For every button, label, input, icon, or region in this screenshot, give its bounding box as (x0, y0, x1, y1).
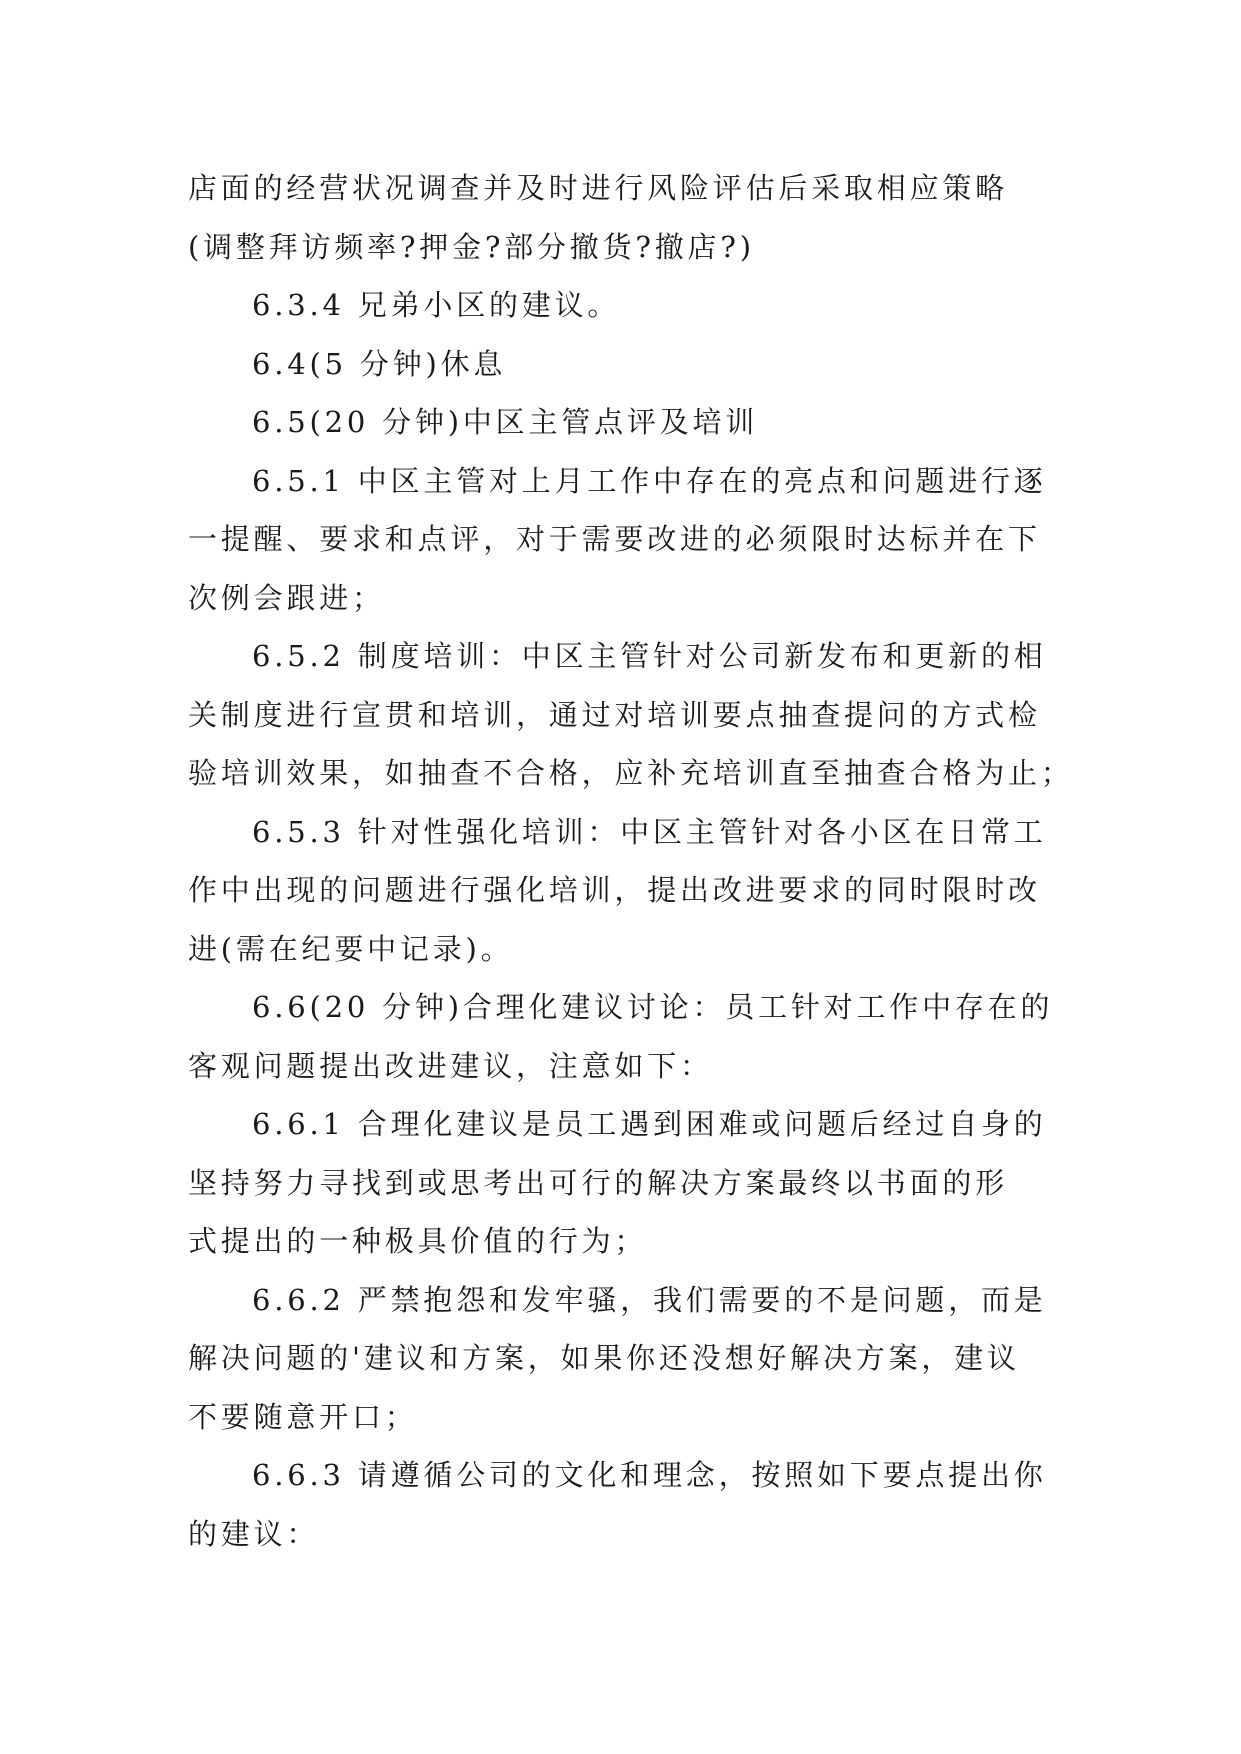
text-line: 关制度进行宣贯和培训，通过对培训要点抽查提问的方式检 (188, 697, 1041, 732)
text-line: 客观问题提出改进建议，注意如下： (188, 1048, 713, 1083)
text-line: 解决问题的'建议和方案，如果你还没想好解决方案，建议 (188, 1341, 1020, 1375)
text-line: 式提出的一种极具价值的行为； (188, 1224, 648, 1258)
text-line: 不要随意开口； (188, 1399, 418, 1434)
paragraph-first-line: 6.6.3 请遵循公司的文化和理念，按照如下要点提出你 (252, 1458, 1047, 1492)
paragraph-first-line: 6.5.1 中区主管对上月工作中存在的亮点和问题进行逐 (252, 463, 1047, 498)
text-line: (调整拜访频率?押金?部分撤货?撤店?) (188, 229, 755, 264)
section-heading: 6.3.4 兄弟小区的建议。 (252, 288, 621, 322)
section-heading: 6.4(5 分钟)休息 (252, 346, 507, 381)
paragraph-first-line: 6.6.1 合理化建议是员工遇到困难或问题后经过自身的 (252, 1107, 1047, 1141)
document-body (188, 159, 1074, 1563)
text-line: 验培训效果，如抽查不合格，应补充培训直至抽查合格为止； (188, 756, 1074, 790)
text-line: 作中出现的问题进行强化培训，提出改进要求的同时限时改 (188, 873, 1041, 907)
paragraph-first-line: 6.6.2 严禁抱怨和发牢骚，我们需要的不是问题，而是 (252, 1282, 1047, 1317)
paragraph-first-line: 6.5.3 针对性强化培训：中区主管针对各小区在日常工 (252, 814, 1047, 849)
paragraph-first-line: 6.6(20 分钟)合理化建议讨论：员工针对工作中存在的 (252, 990, 1054, 1024)
text-line: 的建议： (188, 1516, 320, 1551)
section-heading: 6.5(20 分钟)中区主管点评及培训 (252, 405, 759, 439)
text-line: 一提醒、要求和点评，对于需要改进的必须限时达标并在下 (188, 522, 1041, 556)
paragraph-first-line: 6.5.2 制度培训：中区主管针对公司新发布和更新的相 (252, 639, 1047, 673)
text-line: 次例会跟进； (188, 580, 385, 615)
text-line: 坚持努力寻找到或思考出可行的解决方案最终以书面的形 (188, 1165, 1009, 1200)
text-line: 店面的经营状况调查并及时进行风险评估后采取相应策略 (188, 171, 1009, 205)
text-line: 进(需在纪要中记录)。 (188, 931, 514, 966)
